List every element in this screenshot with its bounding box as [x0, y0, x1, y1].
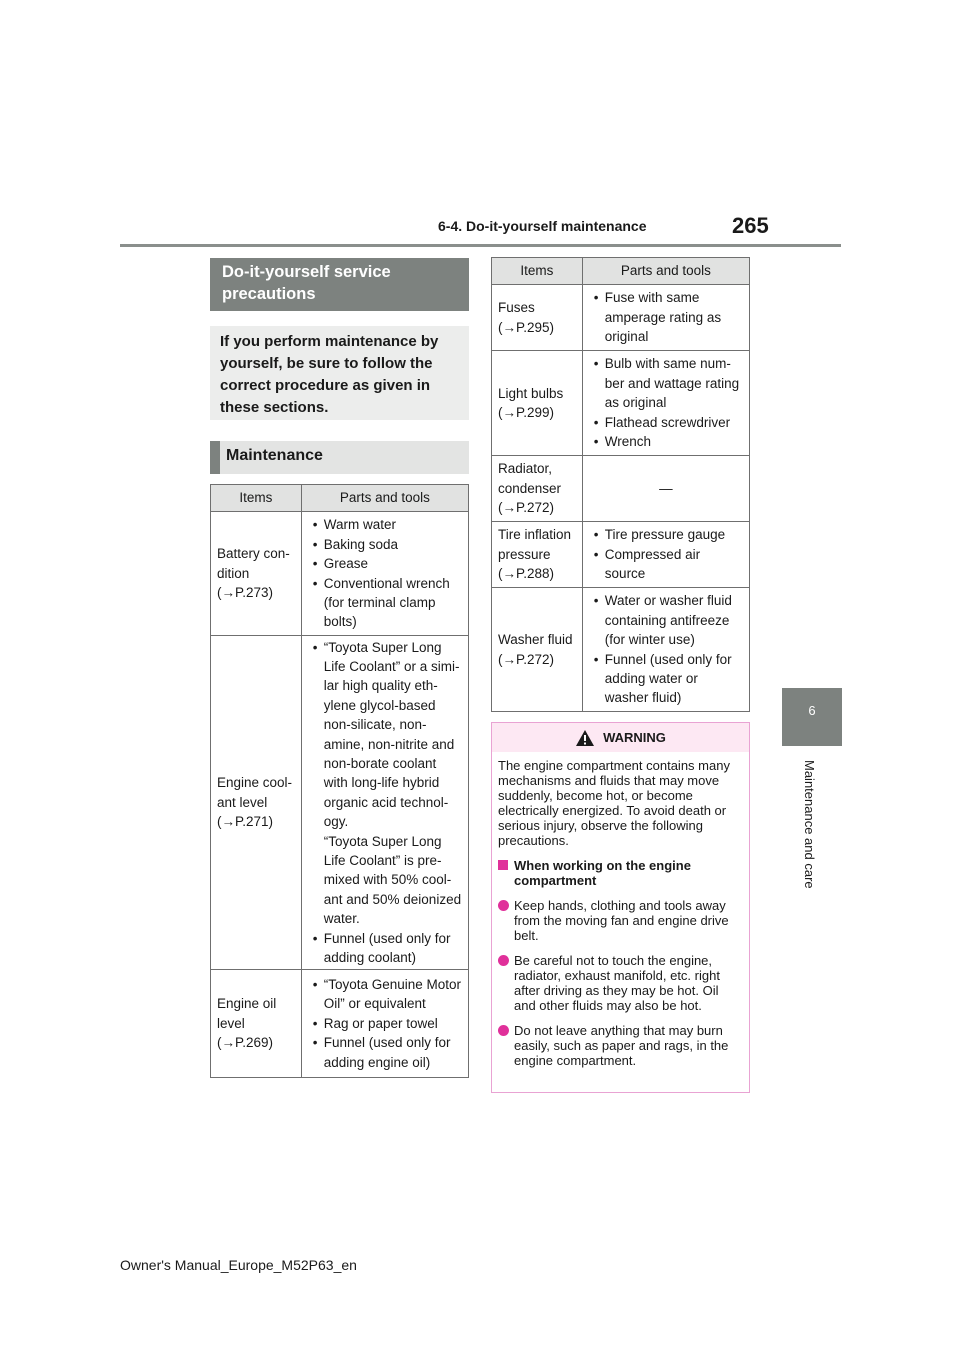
tool-item: • Grease — [308, 554, 462, 573]
tools-cell — [582, 522, 749, 588]
warning-header — [492, 723, 749, 752]
chapter-tab[interactable]: 6 — [782, 688, 842, 746]
tool-item: • Funnel (used only for adding engine oil) — [308, 1033, 462, 1072]
warning-item: Be careful not to touch the engine, radiator, exhaust manifold, etc. right after driving as they may be hot. Oil and other fluids may also be hot. — [498, 953, 743, 1013]
circle-bullet-icon — [498, 900, 509, 911]
section-title: 6-4. Do-it-yourself maintenance — [438, 218, 647, 234]
circle-bullet-icon — [498, 955, 509, 966]
table-row — [211, 636, 469, 970]
header-parts-tools: Parts and tools — [582, 258, 749, 285]
table-row — [492, 285, 750, 351]
header-parts-tools: Parts and tools — [301, 485, 468, 512]
intro-text: If you perform maintenance by yourself, be sure to follow the correct procedure as given in these sections. — [210, 326, 469, 420]
tool-item: • Compressed air source — [589, 545, 743, 584]
tool-item: • Rag or paper towel — [308, 1014, 462, 1033]
tool-item: • Baking soda — [308, 535, 462, 554]
tool-item: • Funnel (used only for adding coolant) — [308, 929, 462, 968]
item-cell: Engine cool- ant level (→P.271) — [211, 636, 302, 970]
table-row — [492, 456, 750, 522]
tool-item: • Warm water — [308, 515, 462, 534]
warning-box — [491, 722, 750, 1093]
item-cell: Radiator, condenser (→P.272) — [492, 456, 583, 522]
warning-item: Keep hands, clothing and tools away from the moving fan and engine drive belt. — [498, 898, 743, 943]
item-cell: Light bulbs (→P.299) — [492, 351, 583, 456]
item-cell: Tire inflation pressure (→P.288) — [492, 522, 583, 588]
maintenance-table-right — [491, 257, 750, 712]
warning-title: WARNING — [603, 730, 666, 745]
tool-item: • Fuse with same amperage rating as original — [589, 288, 743, 346]
chapter-label: Maintenance and care — [802, 760, 817, 889]
tools-cell — [582, 351, 749, 456]
table-row — [211, 970, 469, 1078]
table-row — [492, 351, 750, 456]
warning-intro: The engine compartment contains many mechanisms and fluids that may move suddenly, become hot, or become electrically energized. To avoid death or serious injury, observe the following precautions. — [498, 758, 730, 848]
header-rule — [120, 244, 841, 247]
tools-cell — [582, 285, 749, 351]
tool-item: • Flathead screwdriver — [589, 413, 743, 432]
warning-item: Do not leave anything that may burn easily, such as paper and rags, in the engine compartment. — [498, 1023, 743, 1068]
item-cell: Fuses (→P.295) — [492, 285, 583, 351]
tool-item: • Water or washer fluid containing antifreeze (for winter use) — [589, 591, 743, 649]
tools-cell — [301, 970, 468, 1078]
maintenance-table-left — [210, 484, 469, 1078]
item-cell: Washer fluid (→P.272) — [492, 588, 583, 712]
tools-cell — [301, 512, 468, 636]
diy-title: Do-it-yourself service precautions — [210, 258, 469, 311]
header-items: Items — [211, 485, 302, 512]
maintenance-heading: Maintenance — [210, 441, 469, 474]
warning-triangle-icon — [575, 729, 595, 747]
square-bullet-icon — [498, 860, 508, 870]
warning-subheading: When working on the engine compartment — [498, 858, 743, 888]
tool-item: • “Toyota Genuine Motor Oil” or equivalent — [308, 975, 462, 1014]
tool-item: • Funnel (used only for adding water or washer fluid) — [589, 650, 743, 708]
table-row — [211, 512, 469, 636]
page-number: 265 — [732, 213, 769, 238]
tool-item: • Wrench — [589, 432, 743, 451]
item-cell: Engine oil level (→P.269) — [211, 970, 302, 1078]
tools-cell — [301, 636, 468, 970]
table-row — [492, 522, 750, 588]
header-items: Items — [492, 258, 583, 285]
item-cell: Battery con- dition (→P.273) — [211, 512, 302, 636]
footer-text: Owner's Manual_Europe_M52P63_en — [120, 1257, 357, 1273]
circle-bullet-icon — [498, 1025, 509, 1036]
tool-item: • Bulb with same num- ber and wattage rating as original — [589, 354, 743, 412]
table-row — [492, 588, 750, 712]
tools-cell: — — [582, 456, 749, 522]
tool-item: • Tire pressure gauge — [589, 525, 743, 544]
tools-cell — [582, 588, 749, 712]
tool-item: • “Toyota Super Long Life Coolant” or a simi- lar high quality eth- ylene glycol-based non-silicate, non- amine, non-nitrite and non-borate coolant with long-life hybrid organic acid technol- ogy. “Toyota Super Long Life Coolant” is pre- mixed with 50% cool- ant and 50% deionized water. — [308, 638, 462, 929]
tool-item: • Conventional wrench (for terminal clamp bolts) — [308, 574, 462, 632]
